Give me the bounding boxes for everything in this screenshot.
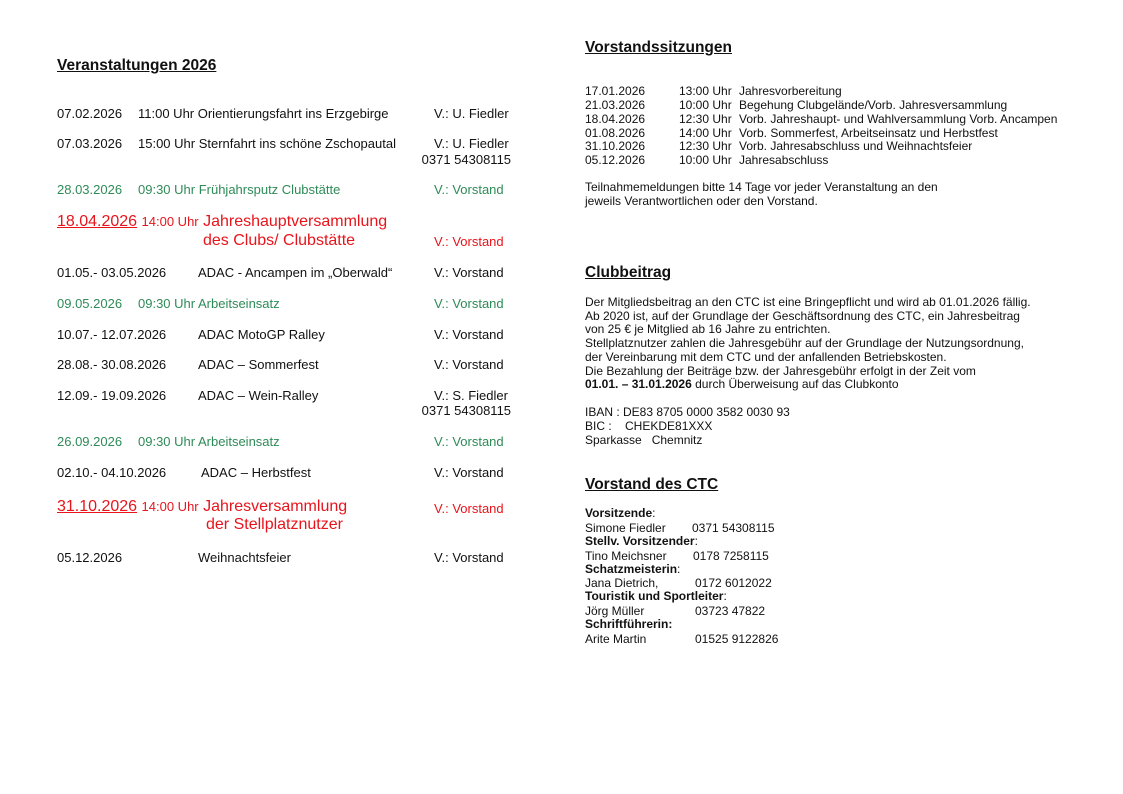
meeting-time: 10:00 Uhr [679, 153, 732, 167]
event-date: 10.07.- 12.07.2026 [57, 327, 167, 342]
board-role [585, 590, 727, 604]
event-title: Jahresversammlung [203, 498, 348, 515]
board-member [585, 549, 845, 563]
member-phone: 03723 47822 [695, 604, 766, 618]
role-label: Touristik und Sportleiter [585, 589, 724, 603]
event-text: 09:30 Uhr Frühjahrsputz Clubstätte [138, 182, 341, 197]
member-phone: 0371 54308115 [692, 521, 775, 535]
event-phone [402, 403, 511, 418]
role-label: Vorsitzende [585, 506, 653, 520]
meeting-row [585, 139, 1085, 153]
member-phone: 0172 6012022 [695, 576, 772, 590]
role-colon: : [723, 589, 727, 603]
event-text: ADAC – Sommerfest [198, 357, 319, 372]
board-member [585, 604, 845, 618]
bank: Sparkasse Chemnitz [585, 433, 703, 447]
event-date: 28.08.- 30.08.2026 [57, 357, 167, 372]
meeting-row [585, 126, 1085, 140]
event-text: 09:30 Uhr Arbeitseinsatz [138, 434, 280, 449]
fee-title: Clubbeitrag [585, 264, 672, 281]
meeting-time: 12:30 Uhr [679, 139, 732, 153]
member-name: Arite Martin [585, 632, 647, 646]
events-title: Veranstaltungen 2026 [57, 57, 217, 74]
role-label: Stellv. Vorsitzender [585, 534, 695, 548]
meeting-time: 10:00 Uhr [679, 98, 732, 112]
meeting-date: 18.04.2026 [585, 112, 646, 126]
role-colon: : [677, 562, 681, 576]
iban: IBAN : DE83 8705 0000 3582 0030 93 [585, 405, 790, 419]
event-lead: V.: Vorstand [434, 465, 504, 480]
event-date: 12.09.- 19.09.2026 [57, 388, 167, 403]
event-text: 09:30 Uhr Arbeitseinsatz [138, 296, 280, 311]
bic: BIC : CHEKDE81XXX [585, 419, 713, 433]
role-colon: : [694, 534, 698, 548]
meeting-row [585, 112, 1085, 126]
member-phone: 01525 9122826 [695, 632, 779, 646]
event-date: 28.03.2026 [57, 182, 123, 197]
member-phone: 0178 7258115 [693, 549, 769, 563]
event-title-line2: der Stellplatznutzer [206, 516, 343, 533]
board-role [585, 535, 698, 549]
event-date: 01.05.- 03.05.2026 [57, 265, 167, 280]
board-title: Vorstand des CTC [585, 476, 719, 493]
event-title: Jahreshauptversammlung [203, 213, 388, 230]
event-time: 14:00 Uhr [141, 214, 199, 229]
meeting-time: 13:00 Uhr [679, 84, 732, 98]
role-label: Schatzmeisterin [585, 562, 678, 576]
event-lead: V.: Vorstand [434, 434, 504, 449]
meetings-title: Vorstandssitzungen [585, 39, 732, 56]
event-lead: V.: U. Fiedler [434, 136, 509, 151]
event-date: 07.03.2026 [57, 136, 123, 151]
meetings-note-2: jeweils Verantwortlichen oder den Vorstand. [585, 194, 818, 208]
event-date: 26.09.2026 [57, 434, 123, 449]
event-time: 14:00 Uhr [141, 499, 199, 514]
board-role [585, 563, 680, 577]
event-text: ADAC MotoGP Ralley [198, 327, 325, 342]
meeting-row [585, 153, 1085, 167]
event-text: ADAC – Herbstfest [201, 465, 311, 480]
member-name: Tino Meichsner [585, 549, 667, 563]
event-text: 15:00 Uhr Sternfahrt ins schöne Zschopautal [138, 136, 396, 151]
fee-line: Der Mitgliedsbeitrag an den CTC ist eine Bringepflicht und wird ab 01.01.2026 fällig. [585, 295, 1031, 309]
meeting-date: 31.10.2026 [585, 139, 646, 153]
meeting-time: 14:00 Uhr [679, 126, 732, 140]
member-name: Jörg Müller [585, 604, 645, 618]
board-role: Schriftführerin: [585, 617, 673, 631]
meeting-date: 01.08.2026 [585, 126, 646, 140]
event-lead: V.: S. Fiedler [434, 388, 508, 403]
event-text: 11:00 Uhr Orientierungsfahrt ins Erzgebirge [138, 106, 389, 121]
board-role [585, 507, 655, 521]
role-colon: : [652, 506, 656, 520]
event-lead: V.: Vorstand [434, 296, 504, 311]
meeting-text: Begehung Clubgelände/Vorb. Jahresversammlung [739, 98, 1008, 112]
meeting-row [585, 98, 1085, 112]
event-lead: V.: Vorstand [434, 357, 504, 372]
fee-period-suffix: durch Überweisung auf das Clubkonto [691, 377, 899, 391]
event-lead: V.: Vorstand [434, 265, 504, 280]
event-text: ADAC - Ancampen im „Oberwald“ [198, 265, 393, 280]
event-lead: V.: Vorstand [434, 327, 504, 342]
event-text: ADAC – Wein-Ralley [198, 388, 319, 403]
event-phone-number: 0371 54308115 [421, 152, 512, 167]
meeting-text: Vorb. Jahreshaupt- und Wahlversammlung Vorb. Ancampen [739, 112, 1058, 126]
meeting-text: Jahresvorbereitung [739, 84, 842, 98]
fee-line: der Vereinbarung mit dem CTC und der anfallenden Betriebskosten. [585, 350, 947, 364]
meeting-date: 17.01.2026 [585, 84, 646, 98]
fee-line: Die Bezahlung der Beiträge bzw. der Jahresgebühr erfolgt in der Zeit vom [585, 364, 976, 378]
event-lead: V.: Vorstand [434, 501, 504, 516]
event-red-line [57, 498, 347, 516]
fee-period: 01.01. – 31.01.2026 [585, 377, 692, 391]
board-member [585, 576, 845, 590]
meeting-date: 05.12.2026 [585, 153, 646, 167]
meeting-text: Jahresabschluss [739, 153, 829, 167]
event-date: 31.10.2026 [57, 498, 138, 515]
board-member [585, 521, 845, 535]
meetings-note-1: Teilnahmemeldungen bitte 14 Tage vor jeder Veranstaltung an den [585, 180, 938, 194]
fee-line: Stellplatznutzer zahlen die Jahresgebühr auf der Grundlage der Nutzungsordnung, [585, 336, 1024, 350]
fee-line: Ab 2020 ist, auf der Grundlage der Geschäftsordnung des CTC, ein Jahresbeitrag [585, 309, 1020, 323]
member-name: Simone Fiedler [585, 521, 666, 535]
event-red-line [57, 213, 387, 231]
meeting-date: 21.03.2026 [585, 98, 646, 112]
meeting-row [585, 84, 1085, 98]
meeting-text: Vorb. Jahresabschluss und Weihnachtsfeier [739, 139, 973, 153]
meeting-time: 12:30 Uhr [679, 112, 732, 126]
event-lead: V.: Vorstand [434, 550, 504, 565]
fee-period-line [585, 378, 899, 392]
event-text: Weihnachtsfeier [198, 550, 291, 565]
event-lead: V.: U. Fiedler [434, 106, 509, 121]
board-member [585, 632, 845, 646]
event-date: 02.10.- 04.10.2026 [57, 465, 167, 480]
fee-line: von 25 € je Mitglied ab 16 Jahre zu entrichten. [585, 322, 831, 336]
member-name: Jana Dietrich, [585, 576, 659, 590]
event-date: 18.04.2026 [57, 213, 138, 230]
event-lead: V.: Vorstand [434, 234, 504, 249]
event-phone [402, 152, 511, 167]
event-lead: V.: Vorstand [434, 182, 504, 197]
event-title-line2: des Clubs/ Clubstätte [203, 232, 356, 249]
meeting-text: Vorb. Sommerfest, Arbeitseinsatz und Herbstfest [739, 126, 998, 140]
event-date: 09.05.2026 [57, 296, 123, 311]
event-phone-number: 0371 54308115 [421, 403, 512, 418]
event-date: 07.02.2026 [57, 106, 123, 121]
event-date: 05.12.2026 [57, 550, 123, 565]
